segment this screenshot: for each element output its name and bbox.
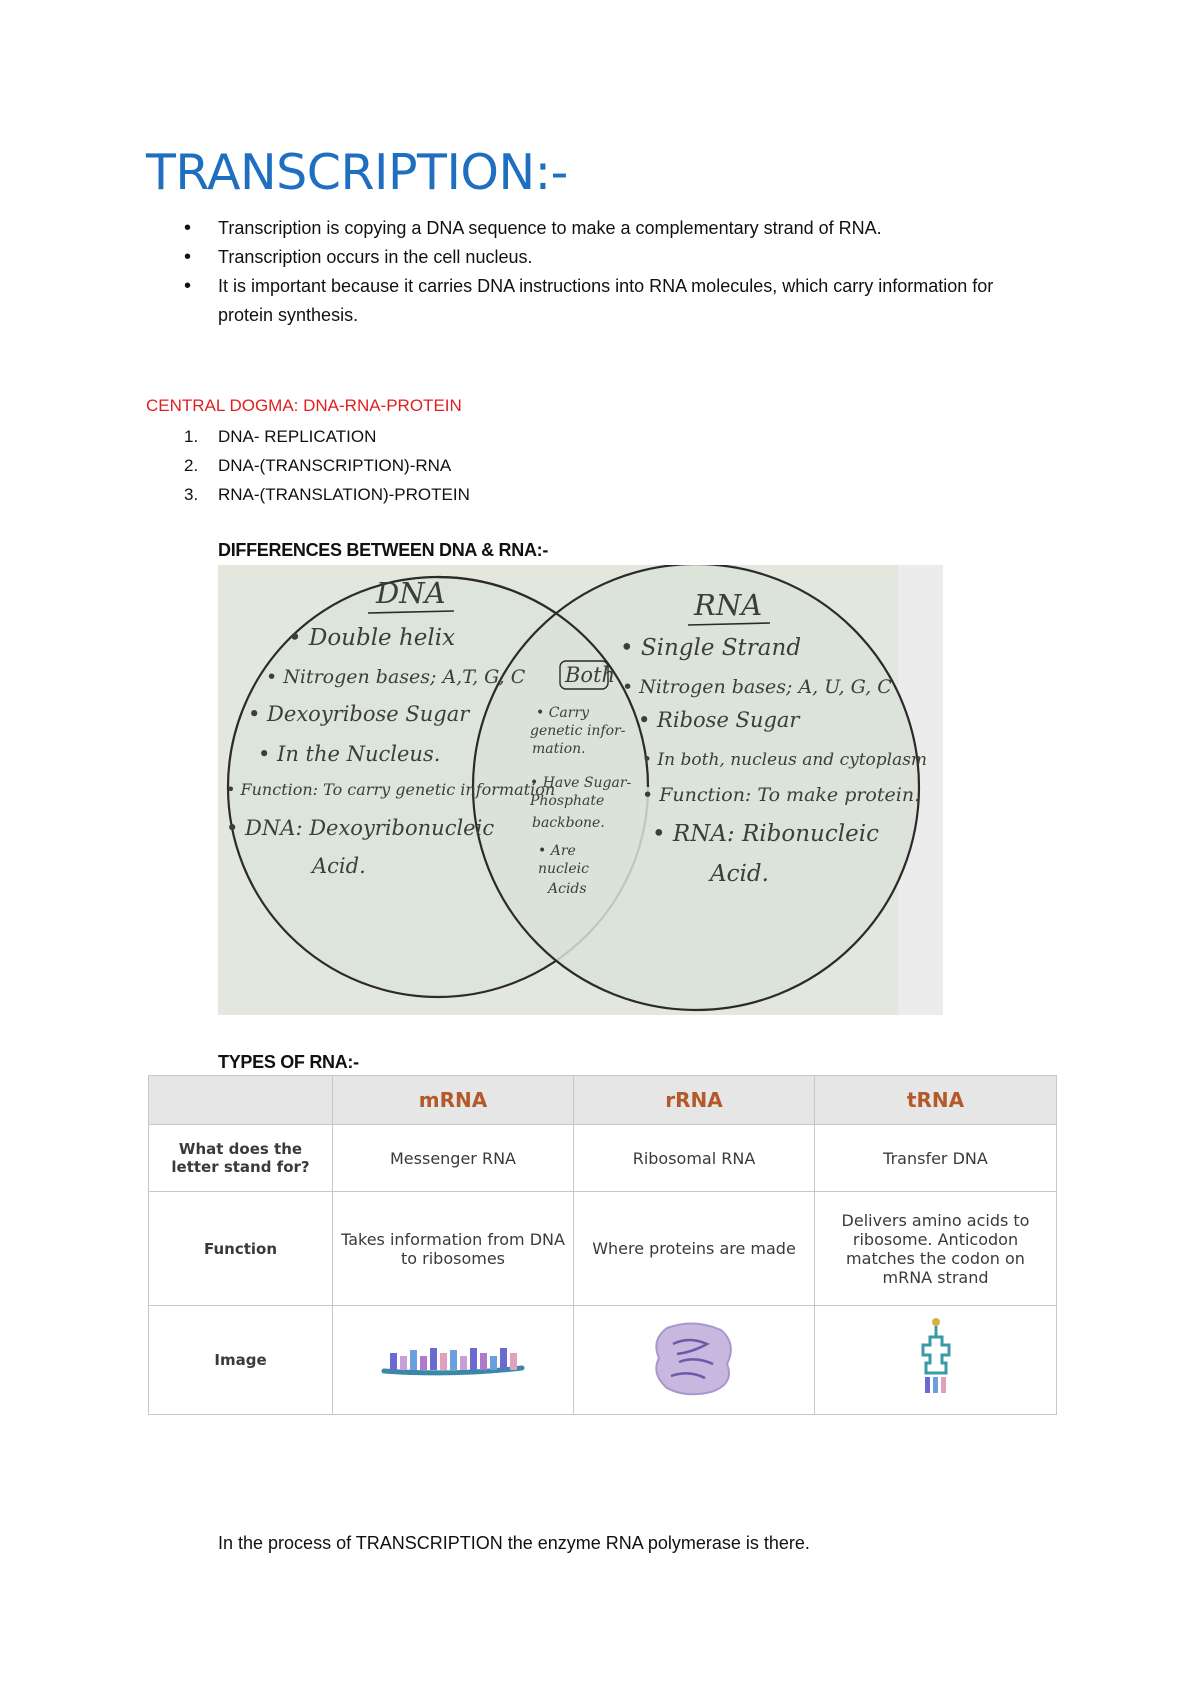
table-corner [149,1076,333,1125]
step-text: RNA-(TRANSLATION)-PROTEIN [218,485,470,504]
transcription-bullets [184,214,1004,330]
rna-title: RNA [694,588,763,622]
list-item [184,451,470,480]
types-heading: TYPES OF RNA:- [218,1052,359,1072]
both-item: mation. [532,741,586,757]
both-item: Phosphate [530,793,605,809]
table-row [149,1125,1057,1192]
table-cell [815,1306,1057,1415]
both-item: Acids [548,881,587,897]
list-item: • It is important because it carries DNA instructions into RNA molecules, which carry information for protein synthesis. [184,272,1004,330]
table-cell: Where proteins are made [574,1192,815,1306]
dna-item: • Double helix [288,625,456,651]
central-dogma-steps [184,422,470,509]
venn-diagram [218,565,943,1015]
footer-text: In the process of TRANSCRIPTION the enzyme RNA polymerase is there. [218,1533,810,1553]
differences-heading: DIFFERENCES BETWEEN DNA & RNA:- [218,540,549,560]
mrna-strand-image [378,1338,528,1378]
step-number: 3. [184,485,199,504]
step-number: 1. [184,427,199,446]
both-item: • Are [538,843,576,859]
rna-item: • Single Strand [620,635,802,661]
both-item: • Carry [536,705,590,721]
table-row [149,1192,1057,1306]
column-header-mrna: mRNA [333,1076,574,1125]
list-item [184,480,470,509]
both-title: Both [565,663,616,687]
both-item: genetic infor- [530,723,626,739]
dna-item: • DNA: Dexoyribonucleic [226,816,495,840]
venn-diagram-photo [218,565,943,1015]
table-cell [333,1306,574,1415]
table-cell: Delivers amino acids to ribosome. Anticodon matches the codon on mRNA strand [815,1192,1057,1306]
dna-item: • Function: To carry genetic information [226,780,556,799]
both-item: nucleic [538,861,589,877]
rna-item: • In both, nucleus and cytoplasm [642,750,928,770]
table-cell: Messenger RNA [333,1125,574,1192]
rna-item: • Ribose Sugar [638,708,800,732]
rna-item: • RNA: Ribonucleic [652,821,879,847]
list-item [184,422,470,451]
step-number: 2. [184,456,199,475]
column-header-rrna: rRNA [574,1076,815,1125]
column-header-trna: tRNA [815,1076,1057,1125]
trna-image [916,1317,956,1399]
rna-item: • Function: To make protein. [642,784,921,806]
dna-item: Acid. [312,854,366,878]
list-item: • Transcription occurs in the cell nucleus. [184,243,1004,272]
row-label: What does the letter stand for? [149,1125,333,1192]
rna-item: Acid. [710,861,769,887]
table-cell [574,1306,815,1415]
table-cell: Transfer DNA [815,1125,1057,1192]
row-label: Function [149,1192,333,1306]
page-title: TRANSCRIPTION:- [146,144,568,201]
table-cell: Ribosomal RNA [574,1125,815,1192]
central-dogma-heading: CENTRAL DOGMA: DNA-RNA-PROTEIN [146,396,462,415]
step-text: DNA- REPLICATION [218,427,377,446]
rna-item: • Nitrogen bases; A, U, G, C [622,676,892,698]
table-cell: Takes information from DNA to ribosomes [333,1192,574,1306]
row-label: Image [149,1306,333,1415]
step-text: DNA-(TRANSCRIPTION)-RNA [218,456,452,475]
both-item: backbone. [532,815,605,831]
both-item: • Have Sugar- [530,775,632,791]
dna-title: DNA [376,576,446,610]
list-item: • Transcription is copying a DNA sequence to make a complementary strand of RNA. [184,214,1004,243]
table-row [149,1306,1057,1415]
dna-item: • In the Nucleus. [258,742,441,766]
dna-item: • Nitrogen bases; A,T, G, C [266,666,526,688]
ribosome-image [649,1318,739,1398]
rna-types-table [148,1075,1057,1415]
dna-item: • Dexoyribose Sugar [248,702,470,726]
